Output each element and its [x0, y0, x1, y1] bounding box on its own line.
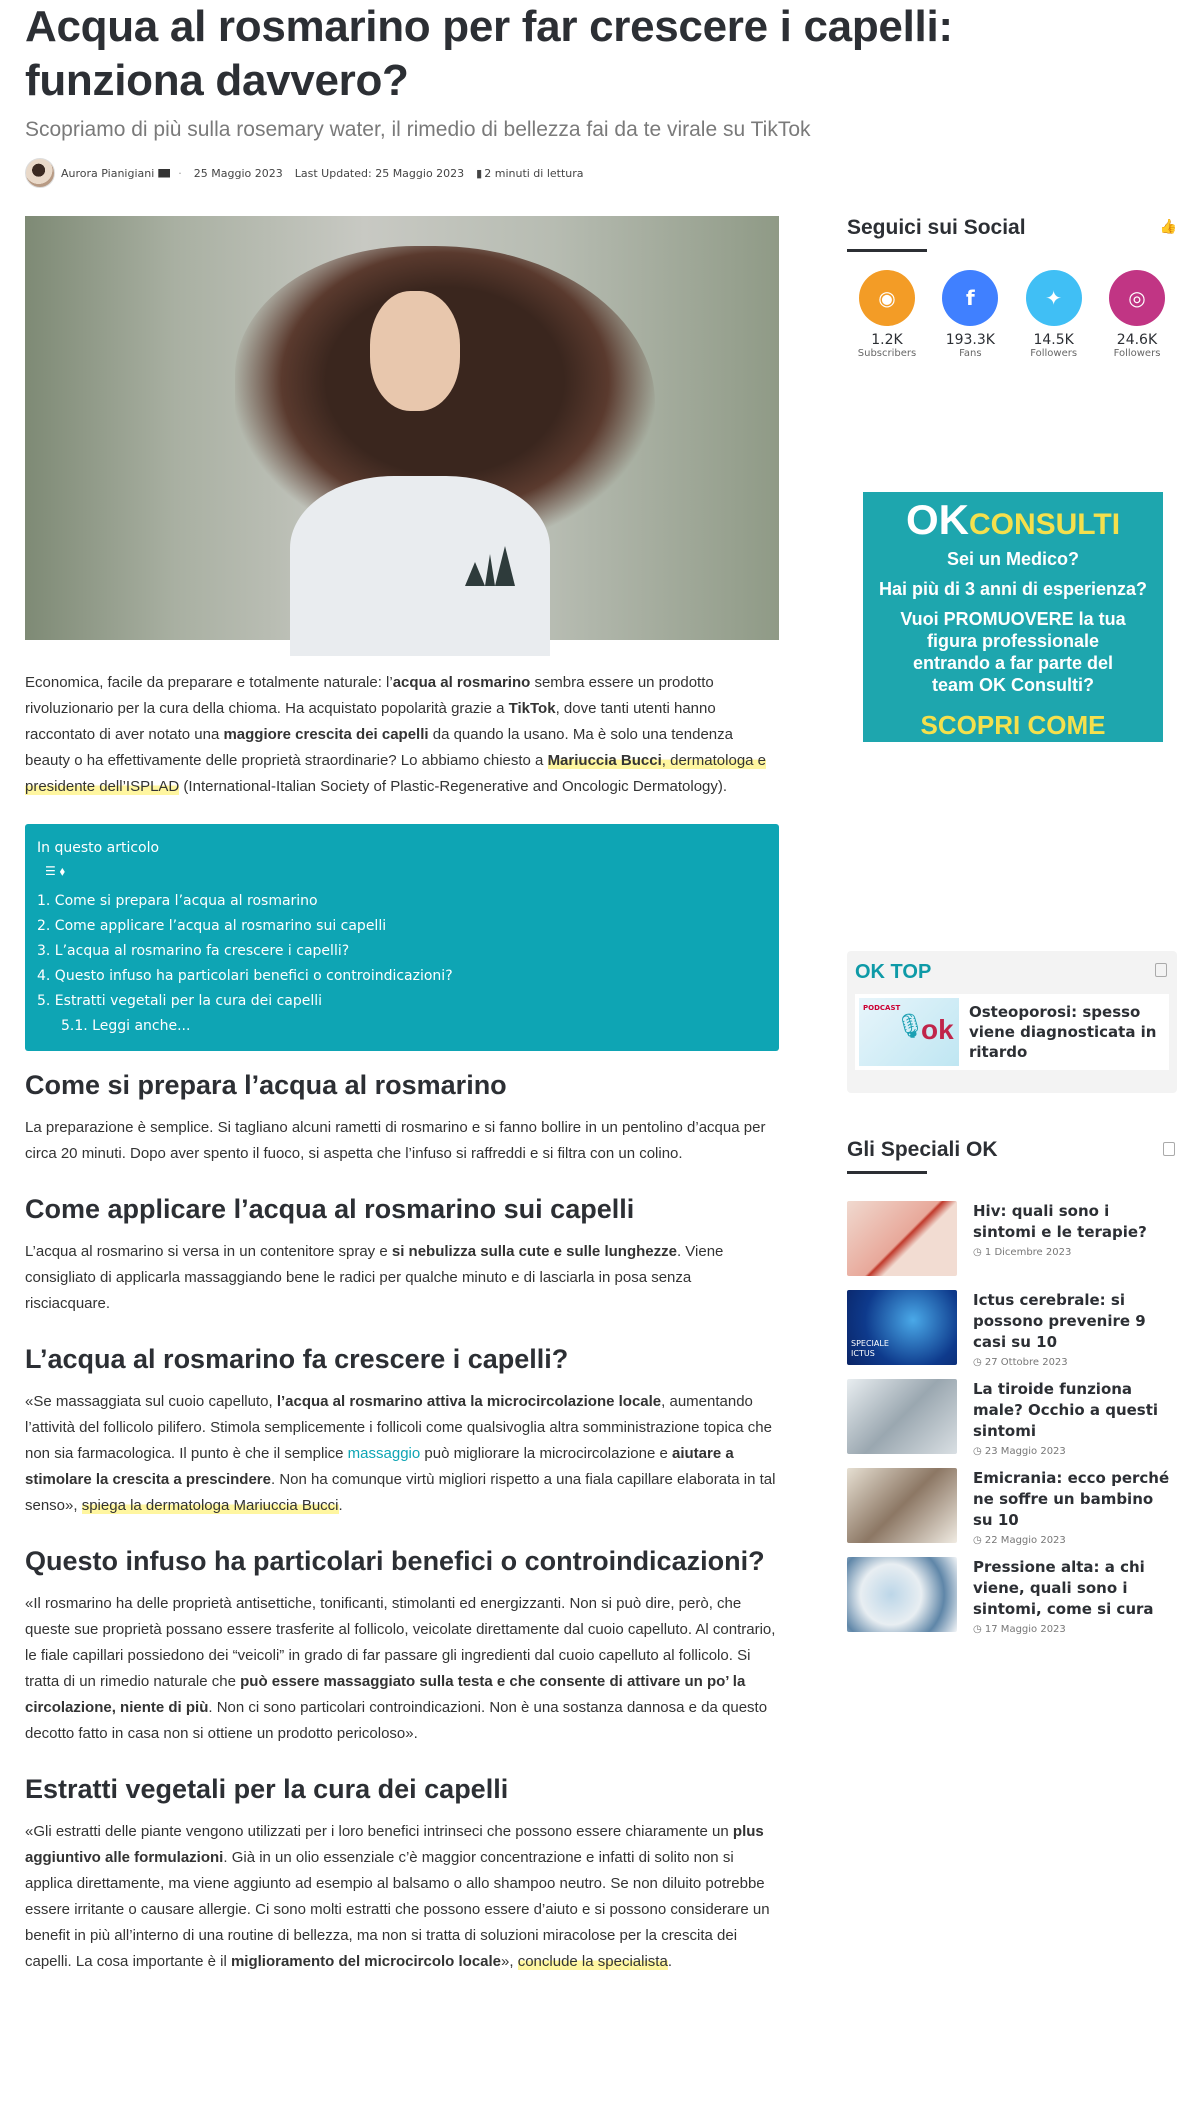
social-widget-title: Seguici sui Social 👍: [847, 216, 1177, 250]
list-item[interactable]: SPECIALE ICTUS Ictus cerebrale: si possono prevenire 9 casi su 10 ◷ 27 Ottobre 2023: [847, 1290, 1177, 1368]
document-icon: [1155, 963, 1167, 977]
toc-toggle-icon[interactable]: ☰ ⬧: [45, 864, 65, 878]
thumbs-up-icon: 👍: [1159, 218, 1177, 234]
ok-top-widget: [847, 951, 1177, 1093]
article-meta: [25, 158, 596, 188]
section-paragraph: L’acqua al rosmarino si versa in un contenitore spray e si nebulizza sulla cute e sulle lunghezze. Viene consigliato di applicarla massaggiando bene le radici per qualche minuto e di lasciarla in posa senza risciacquare.: [25, 1243, 724, 1312]
clock-icon: ◷: [973, 1247, 985, 1258]
ok-consulti-banner[interactable]: OKCONSULTI Sei un Medico? Hai più di 3 anni di esperienza? Vuoi PROMUOVERE la tua figura professionale entrando a far parte del team OK Consulti? SCOPRI COME: [863, 492, 1163, 742]
bookmark-icon: ▮: [476, 166, 483, 180]
author-link[interactable]: Aurora Pianigiani: [61, 166, 155, 180]
toc-item[interactable]: 4. Questo infuso ha particolari benefici o controindicazioni?: [37, 968, 453, 984]
toc-item[interactable]: 3. L’acqua al rosmarino fa crescere i capelli?: [37, 943, 350, 959]
section-heading: Estratti vegetali per la cura dei capelli: [25, 1774, 509, 1804]
speciali-widget-title: Gli Speciali OK: [847, 1138, 1177, 1172]
clock-icon: ◷: [973, 1446, 985, 1457]
section-heading: Come applicare l’acqua al rosmarino sui capelli: [25, 1194, 635, 1224]
section-heading: Questo infuso ha particolari benefici o controindicazioni?: [25, 1546, 765, 1576]
avatar[interactable]: [25, 158, 55, 188]
social-instagram[interactable]: ◎ 24.6K Followers: [1097, 270, 1177, 359]
podcast-thumbnail: PODCAST 🎙 ok: [859, 998, 959, 1066]
social-facebook[interactable]: f 193.3K Fans: [930, 270, 1010, 359]
social-counters: [847, 270, 1177, 359]
section-paragraph: La preparazione è semplice. Si tagliano alcuni rametti di rosmarino e si fanno bollire in un pentolino d’acqua per circa 20 minuti. Dopo aver spento il fuoco, si aspetta che l’infuso si raffreddi e si filtra con un colino.: [25, 1119, 766, 1162]
rss-icon[interactable]: ◉: [859, 270, 915, 326]
clock-icon: ◷: [973, 1535, 985, 1546]
updated-date: Last Updated: 25 Maggio 2023: [294, 166, 465, 180]
section-paragraph: «Il rosmarino ha delle proprietà antisettiche, tonificanti, stimolanti ed energizzanti. Non si può dire, però, che queste sue proprietà possano essere trasferite al follicolo, veicolate direttamente dal cuoio capelluto. Al contrario, le fiale capillari possiedono dei “veicoli” in grado di far passare gli ingredienti dal cuoio capelluto al follicolo. Si tratta di un rimedio naturale che può essere massaggiato sulla testa e che consente di attivare un po’ la circolazione, niente di più. Non ci sono particolari controindicazioni. Non è una sostanza dannosa e da questo decotto fatto in casa non si ottiene un prodotto pericoloso».: [25, 1595, 776, 1742]
publish-date: 25 Maggio 2023: [193, 166, 283, 180]
expert-name: Mariuccia Bucci: [547, 752, 662, 769]
ok-top-item[interactable]: PODCAST 🎙 ok Osteoporosi: spesso viene diagnosticata in ritardo: [855, 994, 1169, 1070]
section-heading: Come si prepara l’acqua al rosmarino: [25, 1070, 507, 1100]
list-item[interactable]: La tiroide funziona male? Occhio a questi sintomi ◷ 23 Maggio 2023: [847, 1379, 1177, 1457]
toc-title: In questo articolo: [37, 840, 160, 856]
section-paragraph: «Gli estratti delle piante vengono utilizzati per i loro benefici intrinseci che possono essere chiaramente un plus aggiuntivo alle formulazioni. Già in un olio essenziale c’è maggior concentrazione e infatti di solito non si applica direttamente, ma viene aggiunto ad esempio al balsamo o allo shampoo neutro. Se non diluito potrebbe essere irritante o causare allergie. Ci sono molti estratti che possono essere d’aiuto e si possono considerare un benefit in più all’interno di una routine di bellezza, ma non si tratta di soluzioni miracolose per la crescita dei capelli. La cosa importante è il miglioramento del microcircolo locale», conclude la specialista.: [25, 1823, 770, 1970]
article-subtitle: Scopriamo di più sulla rosemary water, il rimedio di bellezza fai da te virale su TikTok: [25, 118, 811, 141]
hiv-thumbnail: [847, 1201, 957, 1276]
clock-icon: ◷: [973, 1624, 985, 1635]
instagram-icon[interactable]: ◎: [1109, 270, 1165, 326]
facebook-icon[interactable]: f: [942, 270, 998, 326]
section-paragraph: «Se massaggiata sul cuoio capelluto, l’acqua al rosmarino attiva la microcircolazione locale, aumentando l’attività del follicolo pilifero. Stimola semplicemente i follicoli come qualsivoglia altra somministrazione topica che non sia farmacologica. Il punto è che il semplice massaggio può migliorare la microcircolazione e aiutare a stimolare la crescita a prescindere. Non ha comunque virtù migliori rispetto a una fiala capillare elaborata in tal senso», spiega la dermatologa Mariuccia Bucci.: [25, 1393, 776, 1514]
section-heading: L’acqua al rosmarino fa crescere i capelli?: [25, 1344, 569, 1374]
document-icon: [1163, 1142, 1175, 1156]
toc-item[interactable]: 5. Estratti vegetali per la cura dei capelli: [37, 993, 323, 1009]
clock-icon: ◷: [973, 1357, 985, 1368]
emicrania-thumbnail: [847, 1468, 957, 1543]
envelope-icon[interactable]: [158, 169, 170, 178]
list-item[interactable]: Pressione alta: a chi viene, quali sono i sintomi, come si cura ◷ 17 Maggio 2023: [847, 1557, 1177, 1635]
tiroide-thumbnail: [847, 1379, 957, 1454]
twitter-icon[interactable]: ✦: [1026, 270, 1082, 326]
article-content: [25, 216, 779, 1975]
toc-subitem[interactable]: 5.1. Leggi anche...: [61, 1018, 191, 1034]
list-item[interactable]: Emicrania: ecco perché ne soffre un bambino su 10 ◷ 22 Maggio 2023: [847, 1468, 1177, 1546]
social-twitter[interactable]: ✦ 14.5K Followers: [1014, 270, 1094, 359]
ok-top-title: OK TOP: [855, 961, 932, 983]
reading-time: 2 minuti di lettura: [484, 166, 584, 180]
sidebar: [847, 216, 1177, 1635]
microphone-icon: 🎙: [895, 1012, 926, 1040]
table-of-contents: [25, 824, 779, 1051]
list-item[interactable]: Hiv: quali sono i sintomi e le terapie? ◷ 1 Dicembre 2023: [847, 1201, 1177, 1276]
social-rss[interactable]: ◉ 1.2K Subscribers: [847, 270, 927, 359]
ictus-thumbnail: SPECIALE ICTUS: [847, 1290, 957, 1365]
article-title: Acqua al rosmarino per far crescere i capelli: funziona davvero?: [25, 2, 953, 105]
toc-item[interactable]: 2. Come applicare l’acqua al rosmarino sui capelli: [37, 918, 387, 934]
cta-button[interactable]: SCOPRI COME: [920, 710, 1106, 740]
hero-image: [25, 216, 779, 640]
intro-paragraph: Economica, facile da preparare e totalmente naturale: l’acqua al rosmarino sembra essere un prodotto rivoluzionario per la cura della chioma. Ha acquistato popolarità grazie a TikTok, dove tanti utenti hanno raccontato di aver notato una maggiore crescita dei capelli da quando la usano. Ma è solo una tendenza beauty o ha effettivamente delle proprietà straordinarie? Lo abbiamo chiesto a Mariuccia Bucci, dermatologa e presidente dell’ISPLAD (International-Italian Society of Plastic-Regenerative and Oncologic Dermatology).: [25, 674, 767, 795]
toc-item[interactable]: 1. Come si prepara l’acqua al rosmarino: [37, 893, 318, 909]
pressione-thumbnail: [847, 1557, 957, 1632]
meta-separator: ·: [178, 166, 182, 180]
massaggio-link[interactable]: massaggio: [347, 1445, 421, 1462]
